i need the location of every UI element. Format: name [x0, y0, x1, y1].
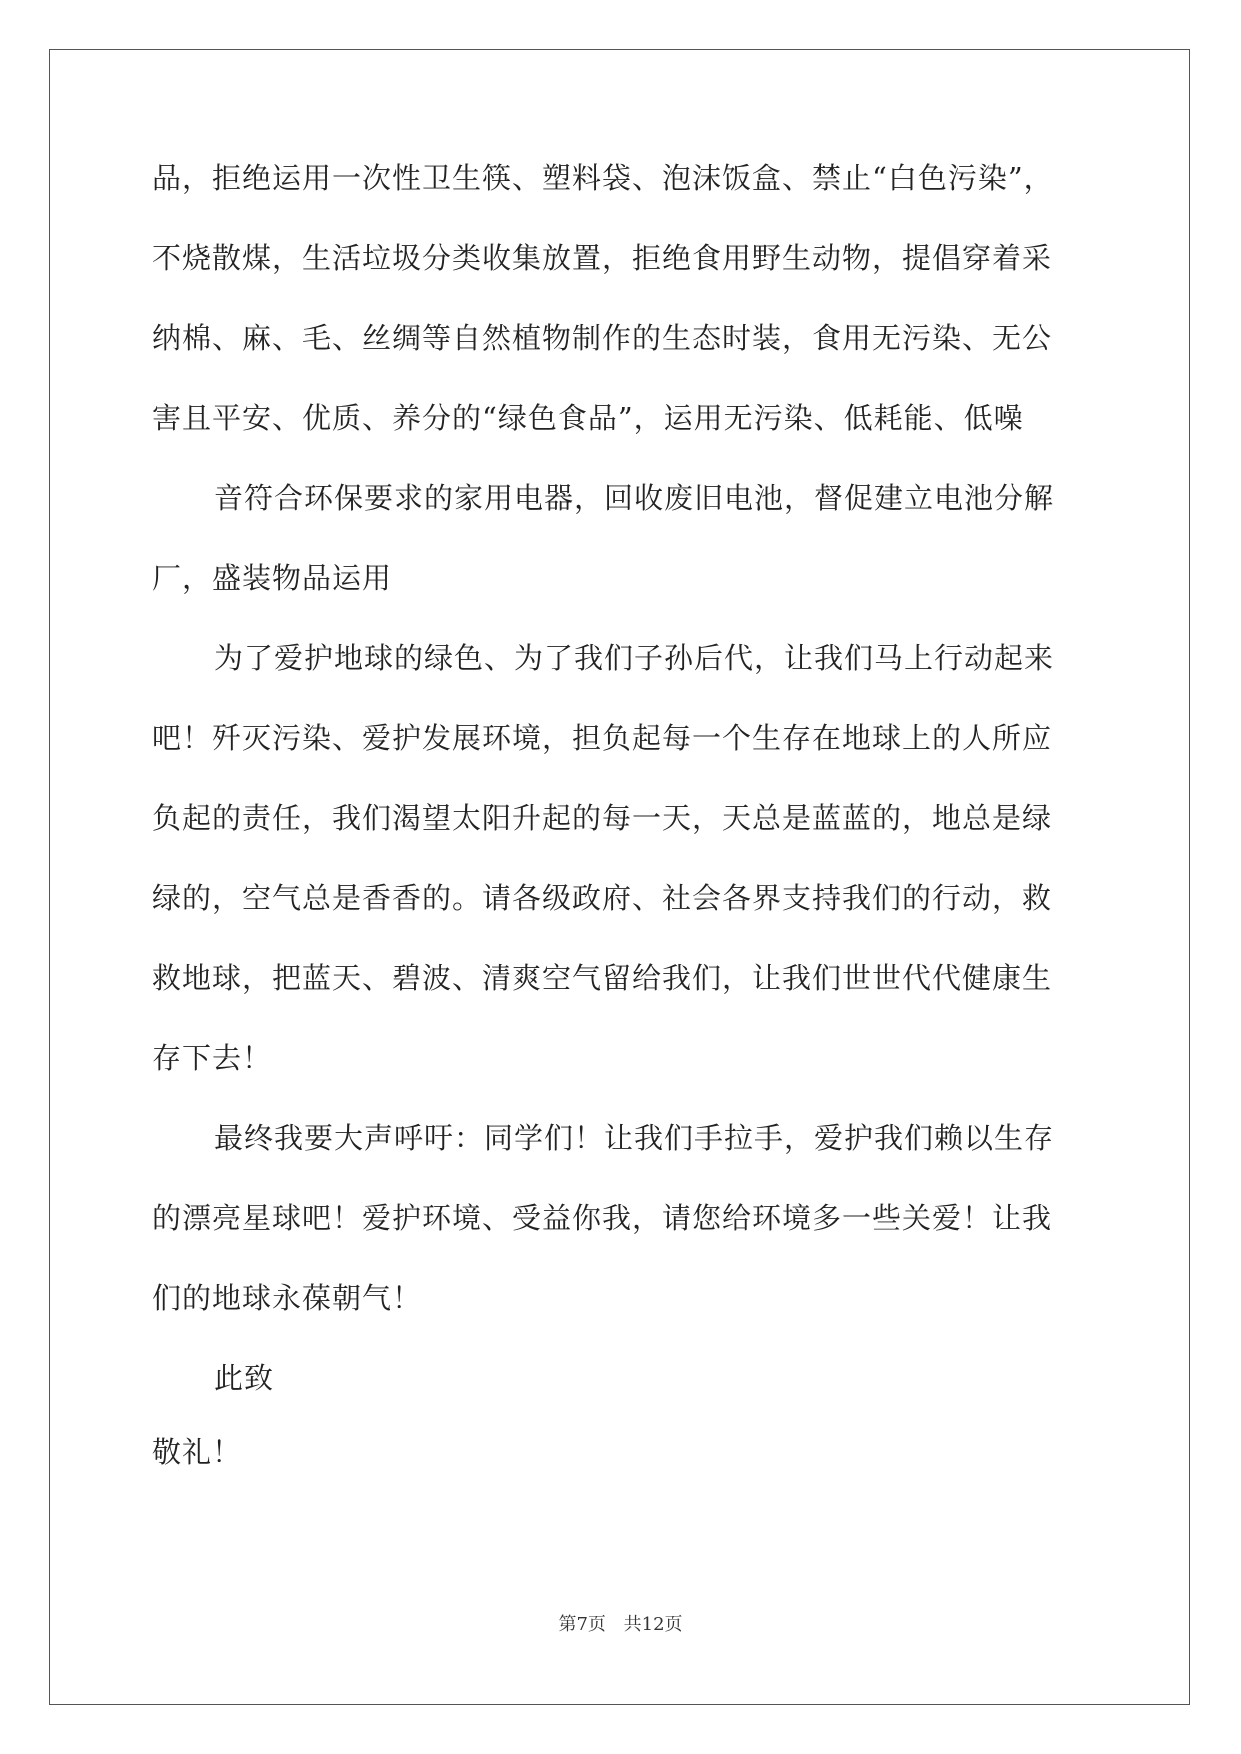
text-line: 存下去！ [152, 1041, 273, 1075]
text-line: 们的地球永葆朝气！ [152, 1281, 423, 1315]
text-line: 的漂亮星球吧！爱护环境、受益你我，请您给环境多一些关爱！让我 [152, 1201, 1053, 1235]
closing-regards: 敬礼！ [152, 1435, 243, 1469]
text-line: 品，拒绝运用一次性卫生筷、塑料袋、泡沫饭盒、禁止“白色污染”， [152, 161, 1054, 195]
page-number: 第7页 [558, 1614, 606, 1635]
text-line: 厂，盛装物品运用 [152, 561, 393, 595]
text-line: 负起的责任，我们渴望太阳升起的每一天，天总是蓝蓝的，地总是绿 [152, 801, 1053, 835]
text-line: 救地球，把蓝天、碧波、清爽空气留给我们，让我们世世代代健康生 [152, 961, 1053, 995]
text-line: 害且平安、优质、养分的“绿色食品”，运用无污染、低耗能、低噪 [152, 401, 1024, 435]
text-line: 最终我要大声呼吁：同学们！让我们手拉手，爱护我们赖以生存 [214, 1121, 1055, 1155]
page-total: 共12页 [623, 1614, 683, 1635]
text-line: 吧！歼灭污染、爱护发展环境，担负起每一个生存在地球上的人所应 [152, 721, 1053, 755]
text-line: 音符合环保要求的家用电器，回收废旧电池，督促建立电池分解 [214, 481, 1055, 515]
text-line: 为了爱护地球的绿色、为了我们子孙后代，让我们马上行动起来 [214, 641, 1055, 675]
page-footer [0, 1610, 1241, 1636]
text-line: 纳棉、麻、毛、丝绸等自然植物制作的生态时装，食用无污染、无公 [152, 321, 1053, 355]
text-line: 绿的，空气总是香香的。请各级政府、社会各界支持我们的行动，救 [152, 881, 1053, 915]
closing-salutation: 此致 [214, 1361, 275, 1395]
text-line: 不烧散煤，生活垃圾分类收集放置，拒绝食用野生动物，提倡穿着采 [152, 241, 1053, 275]
